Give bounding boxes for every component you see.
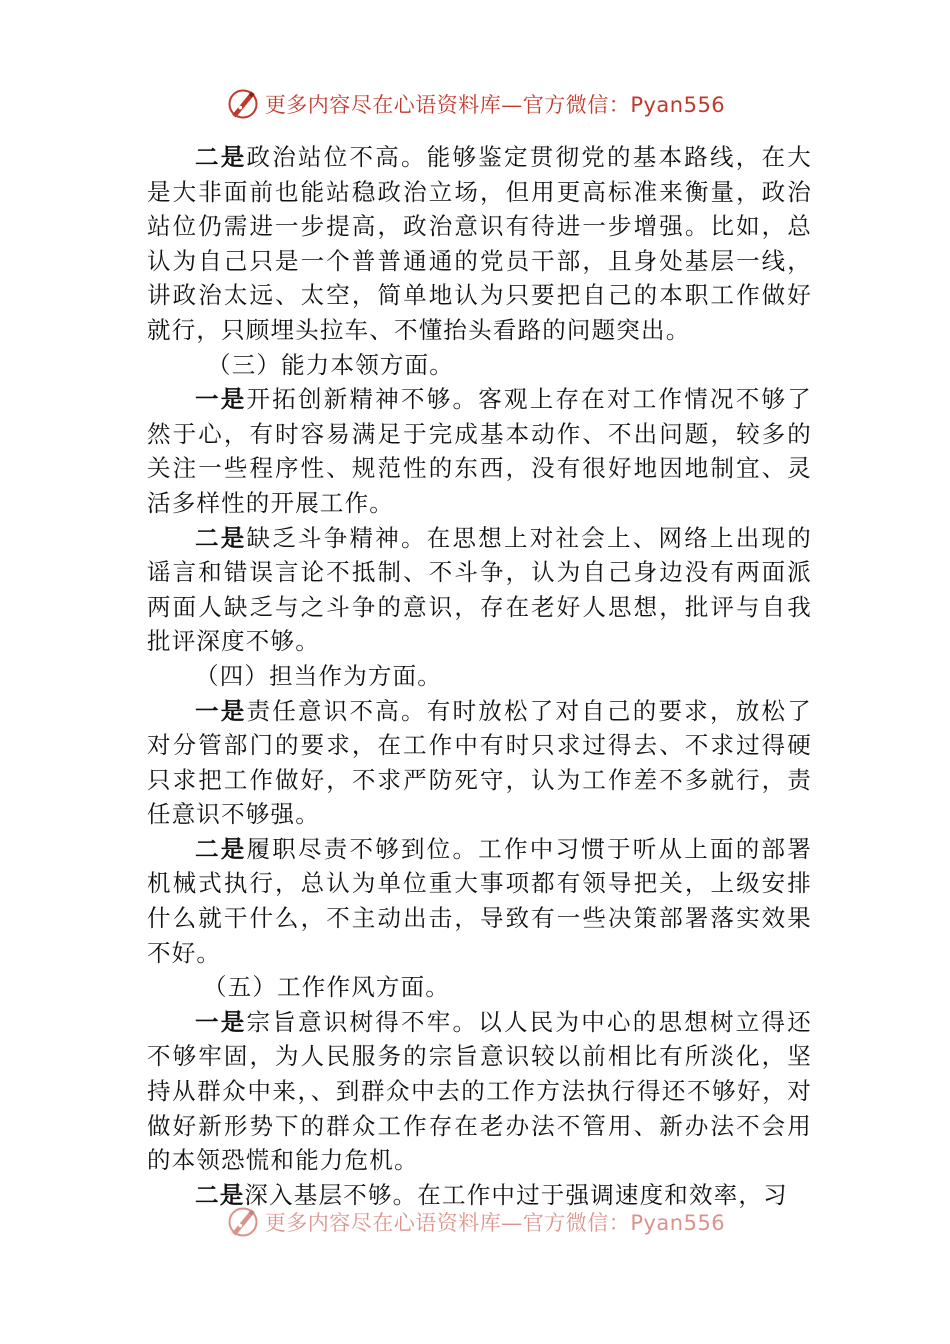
section-heading: （三）能力本领方面。 xyxy=(207,350,454,379)
paragraph: 一是开拓创新精神不够。客观上存在对工作情况不够了然于心，有时容易满足于完成基本动作、不出问题，较多的关注一些程序性、规范性的东西，没有很好地因地制宜、灵活多样性的开展工作。 xyxy=(147,385,812,517)
section-heading: （四）担当作为方面。 xyxy=(195,661,442,690)
paragraph: 二是深入基层不够。在工作中过于强调速度和效率，习 xyxy=(195,1180,788,1209)
paragraph: 二是缺乏斗争精神。在思想上对社会上、网络上出现的谣言和错误言论不抵制、不斗争，认为自己身边没有两面派两面人缺乏与之斗争的意识，存在老好人思想，批评与自我批评深度不够。 xyxy=(147,523,812,656)
document-body xyxy=(147,140,812,1212)
paragraph: 二是履职尽责不够到位。工作中习惯于听从上面的部署机械式执行，总认为单位重大事项都有领导把关，上级安排什么就干什么，不主动出击，导致有一些决策部署落实效果不好。 xyxy=(147,834,812,967)
footer-watermark xyxy=(0,1202,950,1242)
paragraph: 一是宗旨意识树得不牢。以人民为中心的思想树立得还不够牢固，为人民服务的宗旨意识较以前相比有所淡化，坚持从群众中来，、到群众中去的工作方法执行得还不够好，对做好新形势下的群众工作存在老办法不管用、新办法不会用的本领恐慌和能力危机。 xyxy=(147,1007,812,1175)
paragraph: 二是政治站位不高。能够鉴定贯彻党的基本路线，在大是大非面前也能站稳政治立场，但用更高标准来衡量，政治站位仍需进一步提高，政治意识有待进一步增强。比如，总认为自己只是一个普普通通的党员干部，且身处基层一线，讲政治太远、太空，简单地认为只要把自己的本职工作做好就行，只顾埋头拉车、不懂抬头看路的问题突出。 xyxy=(147,143,812,344)
pen-logo-icon xyxy=(225,86,261,122)
pen-logo-icon xyxy=(225,1204,261,1240)
paragraph: 一是责任意识不高。有时放松了对自己的要求，放松了对分管部门的要求，在工作中有时只求过得去、不求过得硬只求把工作做好，不求严防死守，认为工作差不多就行，责任意识不够强。 xyxy=(147,696,812,829)
header-watermark xyxy=(0,84,950,124)
section-heading: （五）工作作风方面。 xyxy=(203,973,450,1002)
header-watermark-text: 更多内容尽在心语资料库—官方微信：Pyan556 xyxy=(264,93,726,117)
footer-watermark-text: 更多内容尽在心语资料库—官方微信：Pyan556 xyxy=(264,1211,726,1235)
